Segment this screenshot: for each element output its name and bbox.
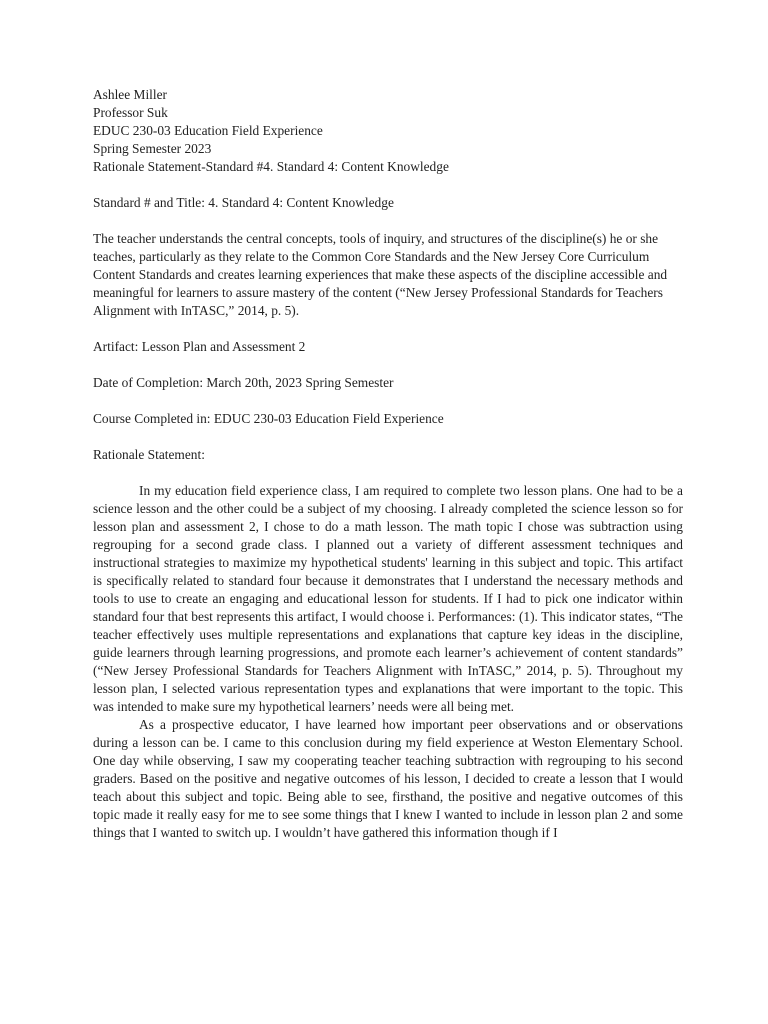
semester: Spring Semester 2023 bbox=[93, 141, 212, 156]
rationale-title: Rationale Statement-Standard #4. Standard 4: Content Knowledge bbox=[93, 159, 449, 174]
student-name: Ashlee Miller bbox=[93, 87, 168, 102]
course-name: EDUC 230-03 Education Field Experience bbox=[93, 123, 323, 138]
professor-name: Professor Suk bbox=[93, 105, 168, 120]
rationale-label: Rationale Statement: bbox=[93, 447, 205, 462]
standard-description: The teacher understands the central concepts, tools of inquiry, and structures of the discipline(s) he or she teaches, particularly as they relate to the Common Core Standards and the New Jersey Core Curriculum Content Standards and creates learning experiences that make these aspects of the discipline accessible and meaningful for learners to assure mastery of the content (“New Jersey Professional Standards for Teachers Alignment with InTASC,” 2014, p. 5). bbox=[93, 231, 668, 318]
header-block bbox=[93, 86, 683, 176]
body-paragraph-1: In my education field experience class, I am required to complete two lesson plans. One had to be a science lesson and the other could be a subject of my choosing. I already completed the science lesson so for lesson plan and assessment 2, I chose to do a math lesson. The math topic I chose was subtraction using regrouping for a second grade class. I planned out a variety of different assessment techniques and instructional strategies to maximize my hypothetical students' learning in this subject and topic. This artifact is specifically related to standard four because it demonstrates that I understand the necessary methods and tools to use to create an engaging and educational lesson for students. If I had to pick one indicator within standard four that best represents this artifact, I would choose i. Performances: (1). This indicator states, “The teacher effectively uses multiple representations and explanations that capture key ideas in the discipline, guide learners through learning progressions, and promote each learner’s achievement of content standards” (“New Jersey Professional Standards for Teachers Alignment with InTASC,” 2014, p. 5). Throughout my lesson plan, I selected various representation types and explanations that were important to the topic. This was intended to make sure my hypothetical learners’ needs were all being met. bbox=[93, 483, 683, 714]
course-line: Course Completed in: EDUC 230-03 Education Field Experience bbox=[93, 411, 444, 426]
date-line: Date of Completion: March 20th, 2023 Spring Semester bbox=[93, 375, 394, 390]
body-paragraph-2: As a prospective educator, I have learned how important peer observations and or observations during a lesson can be. I came to this conclusion during my field experience at Weston Elementary School. One day while observing, I saw my cooperating teacher teaching subtraction with regrouping to his second graders. Based on the positive and negative outcomes of his lesson, I decided to create a lesson that I would teach about this subject and topic. Being able to see, firsthand, the positive and negative outcomes of this topic made it really easy for me to see some things that I knew I wanted to include in lesson plan 2 and some things that I wanted to switch up. I wouldn’t have gathered this information though if I bbox=[93, 717, 683, 840]
standard-line: Standard # and Title: 4. Standard 4: Content Knowledge bbox=[93, 195, 394, 210]
document-page bbox=[93, 86, 683, 842]
artifact-line: Artifact: Lesson Plan and Assessment 2 bbox=[93, 339, 306, 354]
